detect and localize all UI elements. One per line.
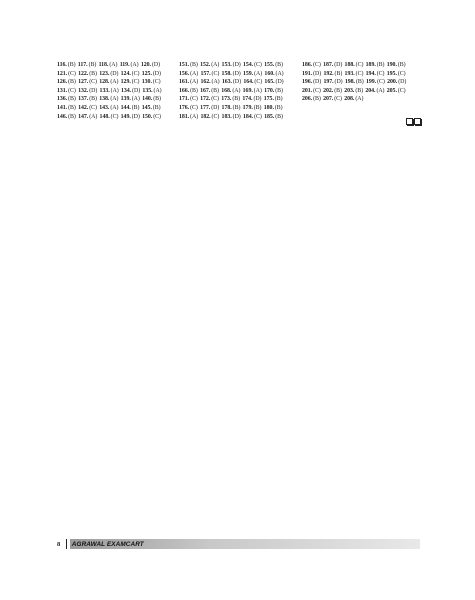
answer-option: (B) (153, 96, 161, 103)
question-number: 117. (77, 62, 88, 68)
question-number: 151. (179, 62, 190, 68)
answer-option: (A) (131, 96, 140, 103)
answer-row (57, 95, 175, 104)
question-number: 131. (57, 87, 68, 94)
question-number: 144. (120, 104, 131, 111)
answer-option: (D) (232, 62, 241, 68)
answer-option: (B) (313, 96, 321, 103)
question-number: 118. (98, 62, 109, 68)
answer-option: (C) (313, 87, 321, 94)
question-number: 200. (387, 79, 398, 86)
answer-row (302, 78, 420, 87)
question-number: 190. (386, 62, 397, 68)
question-number: 171. (179, 96, 190, 103)
answer-option: (C) (313, 62, 321, 68)
question-number: 172. (200, 96, 211, 103)
page-number: 8 (57, 540, 61, 548)
answer-option: (D) (313, 70, 322, 77)
answer-option: (D) (275, 79, 284, 86)
question-number: 126. (57, 79, 68, 86)
question-number: 194. (365, 70, 376, 77)
question-number: 147. (78, 113, 89, 120)
question-number: 170. (264, 87, 275, 94)
question-number: 198. (344, 79, 355, 86)
question-number: 125. (141, 70, 152, 77)
question-number: 174. (242, 96, 253, 103)
answer-option: (C) (355, 62, 364, 68)
answer-option: (A) (89, 113, 98, 120)
question-number: 197. (323, 79, 334, 86)
answer-option: (A) (190, 113, 199, 120)
question-number: 134. (120, 87, 132, 94)
answer-option: (C) (211, 70, 220, 77)
question-number: 178. (221, 104, 232, 111)
footer-band (70, 539, 420, 549)
answer-option: (D) (232, 70, 241, 77)
question-number: 161. (179, 79, 190, 86)
question-number: 203. (344, 87, 355, 94)
question-number: 167. (200, 87, 211, 94)
end-of-section-mark (406, 118, 421, 125)
answer-option: (C) (68, 70, 76, 77)
question-number: 196. (302, 79, 313, 86)
answer-option: (A) (190, 70, 199, 77)
answer-option: (A) (109, 62, 118, 68)
answer-column-2 (179, 61, 297, 121)
answer-option: (B) (376, 62, 385, 68)
answer-option: (C) (110, 113, 119, 120)
answer-option: (C) (190, 96, 198, 103)
answer-option: (C) (376, 70, 385, 77)
question-number: 135. (142, 87, 153, 94)
answer-row (302, 70, 420, 79)
answer-option: (B) (68, 104, 76, 111)
question-number: 146. (57, 113, 68, 120)
question-number: 180. (263, 104, 274, 111)
question-number: 204. (365, 87, 376, 94)
answer-option: (D) (334, 79, 343, 86)
question-number: 156. (179, 70, 190, 77)
answer-option: (B) (232, 104, 241, 111)
answer-option: (C) (89, 79, 97, 86)
answer-option: (C) (131, 70, 140, 77)
question-number: 186. (302, 62, 313, 68)
answer-option: (A) (232, 87, 241, 94)
question-number: 116. (57, 62, 67, 68)
question-number: 181. (179, 113, 190, 120)
answer-option: (A) (110, 79, 119, 86)
answer-option: (D) (89, 87, 98, 94)
question-number: 153. (221, 62, 232, 68)
question-number: 154. (242, 62, 254, 68)
answer-option: (A) (254, 70, 263, 77)
answer-option: (C) (153, 113, 161, 120)
answer-option: (D) (211, 104, 220, 111)
question-number: 140. (142, 96, 153, 103)
answer-option: (B) (152, 104, 161, 111)
question-number: 141. (57, 104, 68, 111)
answer-option: (A) (355, 96, 364, 103)
question-number: 149. (120, 113, 131, 120)
question-number: 207. (323, 96, 334, 103)
answer-option: (B) (190, 62, 198, 68)
answer-option: (C) (254, 79, 263, 86)
question-number: 175. (263, 96, 274, 103)
end-mark-square (406, 118, 413, 125)
answer-option: (B) (131, 104, 140, 111)
answer-option: (B) (89, 96, 97, 103)
answer-option: (D) (313, 79, 322, 86)
answer-option: (B) (68, 79, 76, 86)
answer-option: (A) (190, 79, 199, 86)
answer-option: (B) (211, 87, 219, 94)
question-number: 127. (78, 79, 89, 86)
question-number: 195. (386, 70, 397, 77)
answer-option: (D) (253, 96, 262, 103)
answer-option: (A) (110, 87, 119, 94)
answer-row (179, 95, 297, 104)
answer-option: (C) (211, 96, 219, 103)
answer-option: (C) (355, 70, 364, 77)
answer-row (57, 78, 175, 87)
answer-row (179, 113, 297, 122)
question-number: 159. (242, 70, 254, 77)
answer-row (57, 87, 175, 96)
question-number: 183. (221, 113, 232, 120)
question-number: 124. (120, 70, 131, 77)
question-number: 165. (264, 79, 275, 86)
answer-row (57, 104, 175, 113)
answer-row (179, 70, 297, 79)
answer-column-3 (302, 61, 420, 104)
answer-row (179, 104, 297, 113)
question-number: 152. (200, 62, 211, 68)
question-number: 176. (179, 104, 190, 111)
question-number: 182. (200, 113, 211, 120)
answer-option: (A) (211, 62, 220, 68)
answer-row (179, 61, 297, 70)
answer-option: (C) (397, 87, 406, 94)
question-number: 206. (302, 96, 313, 103)
answer-row (179, 87, 297, 96)
answer-option: (C) (131, 79, 140, 86)
answer-option: (A) (110, 104, 119, 111)
answer-option: (C) (68, 87, 76, 94)
footer-separator (66, 539, 67, 549)
answer-row (57, 70, 175, 79)
question-number: 184. (242, 113, 254, 120)
question-number: 179. (242, 104, 253, 111)
question-number: 120. (140, 62, 151, 68)
answer-option: (D) (334, 62, 343, 68)
answer-column-1 (57, 61, 175, 121)
question-number: 205. (386, 87, 397, 94)
answer-option: (A) (110, 96, 119, 103)
question-number: 123. (99, 70, 110, 77)
answer-option: (B) (88, 62, 97, 68)
answer-row (57, 61, 175, 70)
question-number: 128. (99, 79, 110, 86)
answer-option: (B) (253, 104, 262, 111)
answer-option: (B) (68, 113, 76, 120)
answer-option: (B) (68, 96, 76, 103)
question-number: 166. (179, 87, 190, 94)
question-number: 187. (323, 62, 334, 68)
answer-option: (B) (190, 87, 198, 94)
answer-option: (C) (334, 96, 342, 103)
question-number: 163. (221, 79, 232, 86)
question-number: 137. (78, 96, 89, 103)
question-number: 133. (99, 87, 110, 94)
question-number: 157. (200, 70, 211, 77)
question-number: 201. (302, 87, 313, 94)
answer-option: (C) (254, 113, 262, 120)
answer-option: (A) (275, 70, 284, 77)
answer-option: (C) (377, 79, 385, 86)
question-number: 208. (344, 96, 355, 103)
question-number: 138. (99, 96, 110, 103)
question-number: 173. (221, 96, 232, 103)
answer-option: (D) (132, 87, 141, 94)
answer-option: (B) (334, 70, 343, 77)
answer-option: (A) (153, 87, 162, 94)
answer-option: (D) (131, 113, 140, 120)
answer-option: (D) (232, 113, 241, 120)
question-number: 130. (141, 79, 152, 86)
answer-option: (D) (152, 70, 161, 77)
answer-option: (B) (89, 70, 97, 77)
question-number: 150. (142, 113, 153, 120)
answer-option: (D) (151, 62, 160, 68)
answer-option: (B) (355, 87, 364, 94)
question-number: 136. (57, 96, 68, 103)
answer-option: (D) (232, 79, 242, 86)
question-number: 177. (200, 104, 211, 111)
answer-option: (B) (232, 96, 241, 103)
answer-option: (B) (274, 104, 283, 111)
answer-option: (C) (190, 104, 198, 111)
answer-option: (B) (274, 96, 283, 103)
question-number: 188. (344, 62, 355, 68)
question-number: 189. (365, 62, 376, 68)
question-number: 191. (302, 70, 313, 77)
answer-option: (C) (89, 104, 97, 111)
page-footer (57, 539, 420, 549)
answer-option: (B) (334, 87, 342, 94)
answer-option: (B) (67, 62, 76, 68)
answer-option: (B) (275, 87, 283, 94)
question-number: 164. (243, 79, 254, 86)
question-number: 162. (200, 79, 211, 86)
question-number: 199. (365, 79, 377, 86)
answer-option: (A) (130, 62, 139, 68)
answer-row (57, 113, 175, 122)
question-number: 143. (99, 104, 110, 111)
question-number: 145. (141, 104, 152, 111)
answer-option: (B) (275, 113, 283, 120)
question-number: 168. (221, 87, 232, 94)
answer-option: (B) (355, 79, 364, 86)
answer-row (302, 95, 420, 104)
question-number: 193. (344, 70, 355, 77)
question-number: 119. (119, 62, 130, 68)
answer-option: (B) (397, 62, 406, 68)
question-number: 129. (120, 79, 131, 86)
end-mark-square (414, 118, 421, 125)
answer-option: (C) (254, 62, 262, 68)
answer-option: (C) (211, 113, 220, 120)
answer-option: (C) (152, 79, 161, 86)
answer-option: (A) (376, 87, 385, 94)
question-number: 121. (57, 70, 68, 77)
publisher-brand: AGRAWAL EXAMCART (71, 540, 144, 548)
question-number: 192. (323, 70, 334, 77)
answer-option: (C) (397, 70, 406, 77)
question-number: 155. (264, 62, 275, 68)
question-number: 160. (264, 70, 275, 77)
answer-option: (A) (211, 79, 220, 86)
question-number: 132. (78, 87, 89, 94)
question-number: 169. (242, 87, 253, 94)
question-number: 158. (221, 70, 232, 77)
question-number: 122. (78, 70, 89, 77)
question-number: 142. (78, 104, 89, 111)
answer-option: (D) (110, 70, 119, 77)
answer-row (302, 87, 420, 96)
question-number: 139. (120, 96, 131, 103)
answer-option: (B) (275, 62, 283, 68)
answer-option: (D) (398, 79, 407, 86)
question-number: 148. (99, 113, 110, 120)
answer-option: (A) (253, 87, 262, 94)
question-number: 185. (264, 113, 275, 120)
answer-row (179, 78, 297, 87)
answer-row (302, 61, 420, 70)
question-number: 202. (323, 87, 334, 94)
